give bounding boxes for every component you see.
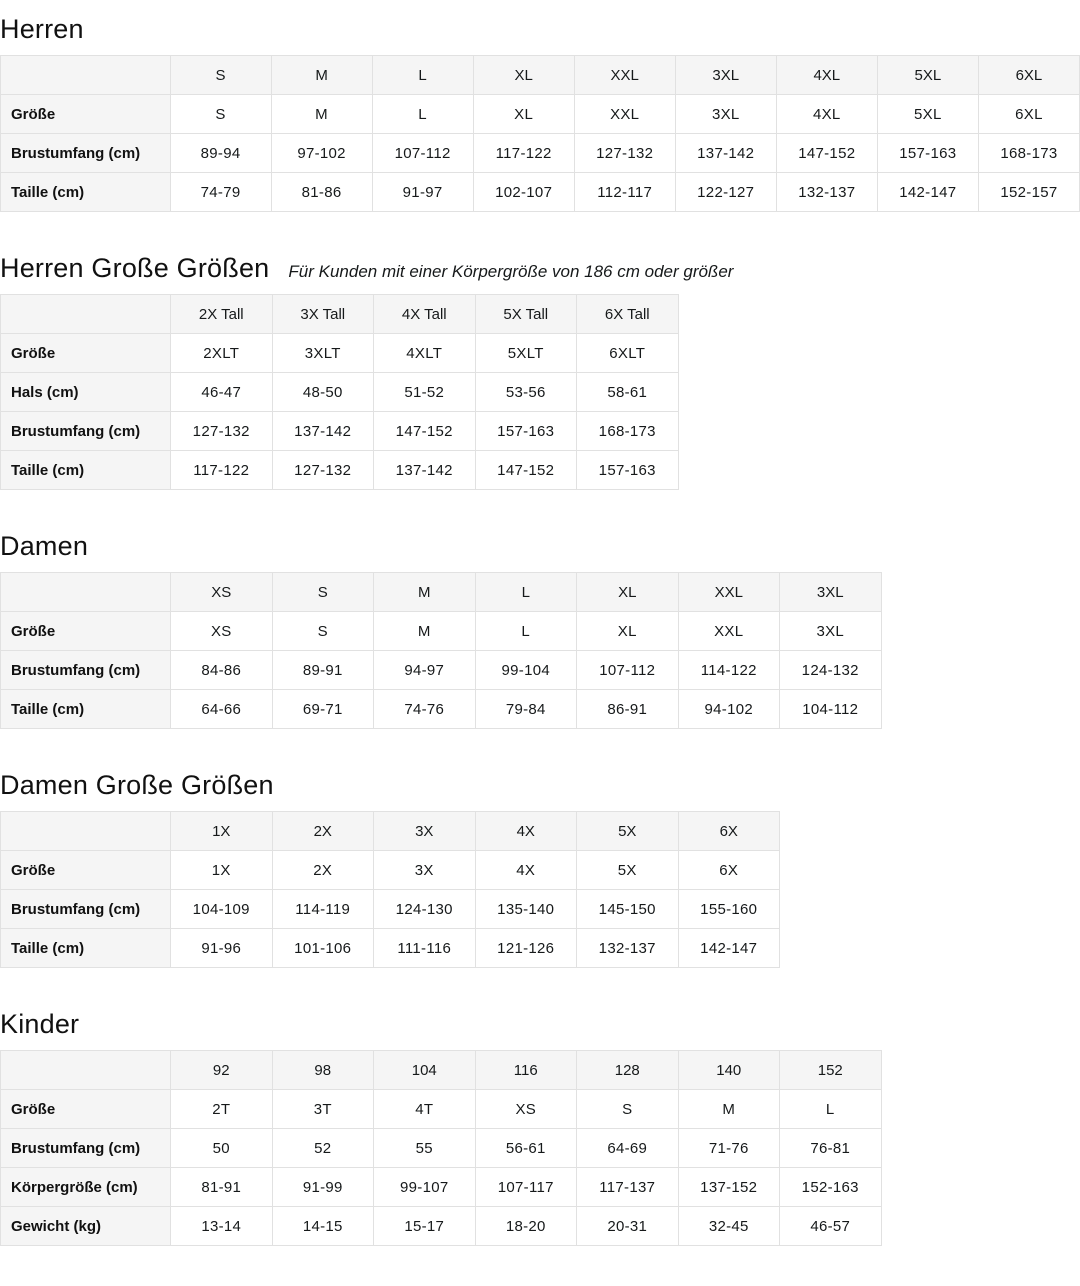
column-header: 4X Tall	[374, 295, 476, 334]
cell-value: 127-132	[171, 412, 273, 451]
cell-value: 74-79	[170, 173, 271, 212]
table-head	[1, 573, 882, 612]
cell-value: 132-137	[577, 929, 679, 968]
column-header: 6X Tall	[577, 295, 679, 334]
size-table	[0, 572, 882, 729]
cell-value: 137-142	[374, 451, 476, 490]
header-row	[1, 56, 1080, 95]
row-label: Größe	[1, 851, 171, 890]
cell-value: 112-117	[574, 173, 675, 212]
column-header: XL	[473, 56, 574, 95]
table-row	[1, 890, 780, 929]
corner-cell	[1, 1051, 171, 1090]
section-title-row	[0, 251, 1080, 285]
table-row	[1, 95, 1080, 134]
table-head	[1, 56, 1080, 95]
row-label: Taille (cm)	[1, 173, 171, 212]
cell-value: 51-52	[374, 373, 476, 412]
row-label: Brustumfang (cm)	[1, 651, 171, 690]
cell-value: 101-106	[272, 929, 374, 968]
table-body	[1, 612, 882, 729]
cell-value: 157-163	[475, 412, 577, 451]
column-header: 116	[475, 1051, 577, 1090]
cell-value: 46-47	[171, 373, 273, 412]
table-body	[1, 95, 1080, 212]
header-row	[1, 573, 882, 612]
cell-value: XS	[171, 612, 273, 651]
column-header: 6XL	[978, 56, 1079, 95]
cell-value: 127-132	[272, 451, 374, 490]
cell-value: 137-152	[678, 1168, 780, 1207]
table-row	[1, 612, 882, 651]
cell-value: 58-61	[577, 373, 679, 412]
cell-value: 4T	[374, 1090, 476, 1129]
cell-value: M	[374, 612, 476, 651]
cell-value: XXL	[678, 612, 780, 651]
cell-value: M	[271, 95, 372, 134]
cell-value: 13-14	[171, 1207, 273, 1246]
column-header: 2X	[272, 812, 374, 851]
table-row	[1, 851, 780, 890]
size-chart-section	[0, 1007, 1080, 1246]
cell-value: 104-109	[171, 890, 273, 929]
cell-value: 152-163	[780, 1168, 882, 1207]
cell-value: XXL	[574, 95, 675, 134]
row-label: Taille (cm)	[1, 690, 171, 729]
cell-value: S	[577, 1090, 679, 1129]
cell-value: 168-173	[577, 412, 679, 451]
cell-value: L	[475, 612, 577, 651]
cell-value: 89-94	[170, 134, 271, 173]
size-table	[0, 294, 679, 490]
table-row	[1, 334, 679, 373]
corner-cell	[1, 56, 171, 95]
column-header: XXL	[678, 573, 780, 612]
cell-value: 104-112	[780, 690, 882, 729]
cell-value: 5XLT	[475, 334, 577, 373]
cell-value: 3T	[272, 1090, 374, 1129]
column-header: 152	[780, 1051, 882, 1090]
column-header: L	[475, 573, 577, 612]
cell-value: 50	[171, 1129, 273, 1168]
section-title: Damen	[0, 531, 89, 561]
cell-value: 127-132	[574, 134, 675, 173]
row-label: Brustumfang (cm)	[1, 1129, 171, 1168]
column-header: 6X	[678, 812, 780, 851]
size-table	[0, 55, 1080, 212]
table-row	[1, 451, 679, 490]
table-row	[1, 173, 1080, 212]
column-header: S	[170, 56, 271, 95]
cell-value: 117-122	[473, 134, 574, 173]
corner-cell	[1, 295, 171, 334]
cell-value: 124-132	[780, 651, 882, 690]
cell-value: 3X	[374, 851, 476, 890]
cell-value: 89-91	[272, 651, 374, 690]
table-head	[1, 1051, 882, 1090]
cell-value: L	[372, 95, 473, 134]
cell-value: 142-147	[678, 929, 780, 968]
cell-value: 20-31	[577, 1207, 679, 1246]
row-label: Hals (cm)	[1, 373, 171, 412]
cell-value: 46-57	[780, 1207, 882, 1246]
size-chart-section	[0, 251, 1080, 490]
cell-value: 52	[272, 1129, 374, 1168]
section-title: Damen Große Größen	[0, 770, 274, 800]
cell-value: 81-91	[171, 1168, 273, 1207]
cell-value: 107-112	[372, 134, 473, 173]
table-row	[1, 373, 679, 412]
cell-value: 142-147	[877, 173, 978, 212]
cell-value: 86-91	[577, 690, 679, 729]
column-header: 92	[171, 1051, 273, 1090]
table-row	[1, 929, 780, 968]
column-header: 128	[577, 1051, 679, 1090]
column-header: XXL	[574, 56, 675, 95]
cell-value: 155-160	[678, 890, 780, 929]
table-row	[1, 1129, 882, 1168]
corner-cell	[1, 812, 171, 851]
cell-value: 53-56	[475, 373, 577, 412]
column-header: S	[272, 573, 374, 612]
cell-value: 4XLT	[374, 334, 476, 373]
size-chart-section	[0, 768, 1080, 968]
cell-value: 76-81	[780, 1129, 882, 1168]
table-head	[1, 812, 780, 851]
cell-value: M	[678, 1090, 780, 1129]
size-chart-section	[0, 529, 1080, 729]
column-header: 5XL	[877, 56, 978, 95]
size-table	[0, 1050, 882, 1246]
cell-value: 137-142	[272, 412, 374, 451]
cell-value: 5XL	[877, 95, 978, 134]
header-row	[1, 1051, 882, 1090]
cell-value: 48-50	[272, 373, 374, 412]
cell-value: 122-127	[675, 173, 776, 212]
table-row	[1, 134, 1080, 173]
cell-value: 91-97	[372, 173, 473, 212]
cell-value: 3XLT	[272, 334, 374, 373]
cell-value: 99-104	[475, 651, 577, 690]
cell-value: 99-107	[374, 1168, 476, 1207]
section-title: Herren	[0, 14, 84, 44]
column-header: 4XL	[776, 56, 877, 95]
cell-value: 157-163	[577, 451, 679, 490]
cell-value: 135-140	[475, 890, 577, 929]
cell-value: 56-61	[475, 1129, 577, 1168]
row-label: Taille (cm)	[1, 929, 171, 968]
cell-value: 79-84	[475, 690, 577, 729]
size-chart-section	[0, 12, 1080, 212]
cell-value: 147-152	[374, 412, 476, 451]
cell-value: 64-66	[171, 690, 273, 729]
cell-value: 64-69	[577, 1129, 679, 1168]
cell-value: 107-117	[475, 1168, 577, 1207]
cell-value: 137-142	[675, 134, 776, 173]
column-header: 3XL	[675, 56, 776, 95]
table-row	[1, 651, 882, 690]
corner-cell	[1, 573, 171, 612]
table-body	[1, 851, 780, 968]
cell-value: 117-122	[171, 451, 273, 490]
cell-value: XS	[475, 1090, 577, 1129]
cell-value: 145-150	[577, 890, 679, 929]
cell-value: 97-102	[271, 134, 372, 173]
cell-value: 2T	[171, 1090, 273, 1129]
row-label: Gewicht (kg)	[1, 1207, 171, 1246]
cell-value: 84-86	[171, 651, 273, 690]
section-title-row	[0, 12, 1080, 46]
header-row	[1, 295, 679, 334]
cell-value: S	[272, 612, 374, 651]
cell-value: 69-71	[272, 690, 374, 729]
column-header: 3X Tall	[272, 295, 374, 334]
cell-value: 4X	[475, 851, 577, 890]
row-label: Brustumfang (cm)	[1, 412, 171, 451]
cell-value: 107-112	[577, 651, 679, 690]
cell-value: 74-76	[374, 690, 476, 729]
column-header: 5X	[577, 812, 679, 851]
column-header: M	[271, 56, 372, 95]
row-label: Größe	[1, 612, 171, 651]
cell-value: 132-137	[776, 173, 877, 212]
section-title-row	[0, 529, 1080, 563]
cell-value: 147-152	[776, 134, 877, 173]
column-header: 98	[272, 1051, 374, 1090]
column-header: XL	[577, 573, 679, 612]
cell-value: 91-99	[272, 1168, 374, 1207]
table-body	[1, 1090, 882, 1246]
table-body	[1, 334, 679, 490]
row-label: Größe	[1, 334, 171, 373]
cell-value: 6X	[678, 851, 780, 890]
column-header: 3X	[374, 812, 476, 851]
column-header: 4X	[475, 812, 577, 851]
row-label: Körpergröße (cm)	[1, 1168, 171, 1207]
cell-value: XL	[473, 95, 574, 134]
cell-value: 91-96	[171, 929, 273, 968]
table-head	[1, 295, 679, 334]
cell-value: 157-163	[877, 134, 978, 173]
cell-value: 102-107	[473, 173, 574, 212]
column-header: 2X Tall	[171, 295, 273, 334]
table-row	[1, 690, 882, 729]
cell-value: 3XL	[780, 612, 882, 651]
table-row	[1, 1207, 882, 1246]
row-label: Größe	[1, 95, 171, 134]
header-row	[1, 812, 780, 851]
cell-value: 94-102	[678, 690, 780, 729]
cell-value: 15-17	[374, 1207, 476, 1246]
cell-value: 114-119	[272, 890, 374, 929]
column-header: 3XL	[780, 573, 882, 612]
cell-value: 2XLT	[171, 334, 273, 373]
cell-value: 5X	[577, 851, 679, 890]
cell-value: 124-130	[374, 890, 476, 929]
cell-value: 4XL	[776, 95, 877, 134]
cell-value: 1X	[171, 851, 273, 890]
cell-value: L	[780, 1090, 882, 1129]
table-row	[1, 1168, 882, 1207]
section-title-row	[0, 1007, 1080, 1041]
column-header: XS	[171, 573, 273, 612]
section-title-row	[0, 768, 1080, 802]
column-header: 5X Tall	[475, 295, 577, 334]
column-header: 1X	[171, 812, 273, 851]
cell-value: S	[170, 95, 271, 134]
row-label: Taille (cm)	[1, 451, 171, 490]
row-label: Größe	[1, 1090, 171, 1129]
cell-value: 71-76	[678, 1129, 780, 1168]
section-title: Herren Große Größen	[0, 253, 270, 283]
cell-value: 147-152	[475, 451, 577, 490]
cell-value: 2X	[272, 851, 374, 890]
cell-value: 168-173	[978, 134, 1079, 173]
cell-value: 55	[374, 1129, 476, 1168]
section-note: Für Kunden mit einer Körpergröße von 186 cm oder größer	[288, 262, 734, 281]
cell-value: 6XL	[978, 95, 1079, 134]
cell-value: 3XL	[675, 95, 776, 134]
row-label: Brustumfang (cm)	[1, 890, 171, 929]
cell-value: 81-86	[271, 173, 372, 212]
cell-value: 111-116	[374, 929, 476, 968]
column-header: L	[372, 56, 473, 95]
cell-value: 114-122	[678, 651, 780, 690]
table-row	[1, 412, 679, 451]
size-table	[0, 811, 780, 968]
cell-value: 94-97	[374, 651, 476, 690]
column-header: 104	[374, 1051, 476, 1090]
cell-value: 14-15	[272, 1207, 374, 1246]
table-row	[1, 1090, 882, 1129]
cell-value: 6XLT	[577, 334, 679, 373]
section-title: Kinder	[0, 1009, 80, 1039]
cell-value: 121-126	[475, 929, 577, 968]
cell-value: 32-45	[678, 1207, 780, 1246]
column-header: M	[374, 573, 476, 612]
cell-value: 152-157	[978, 173, 1079, 212]
row-label: Brustumfang (cm)	[1, 134, 171, 173]
column-header: 140	[678, 1051, 780, 1090]
cell-value: 18-20	[475, 1207, 577, 1246]
cell-value: 117-137	[577, 1168, 679, 1207]
cell-value: XL	[577, 612, 679, 651]
